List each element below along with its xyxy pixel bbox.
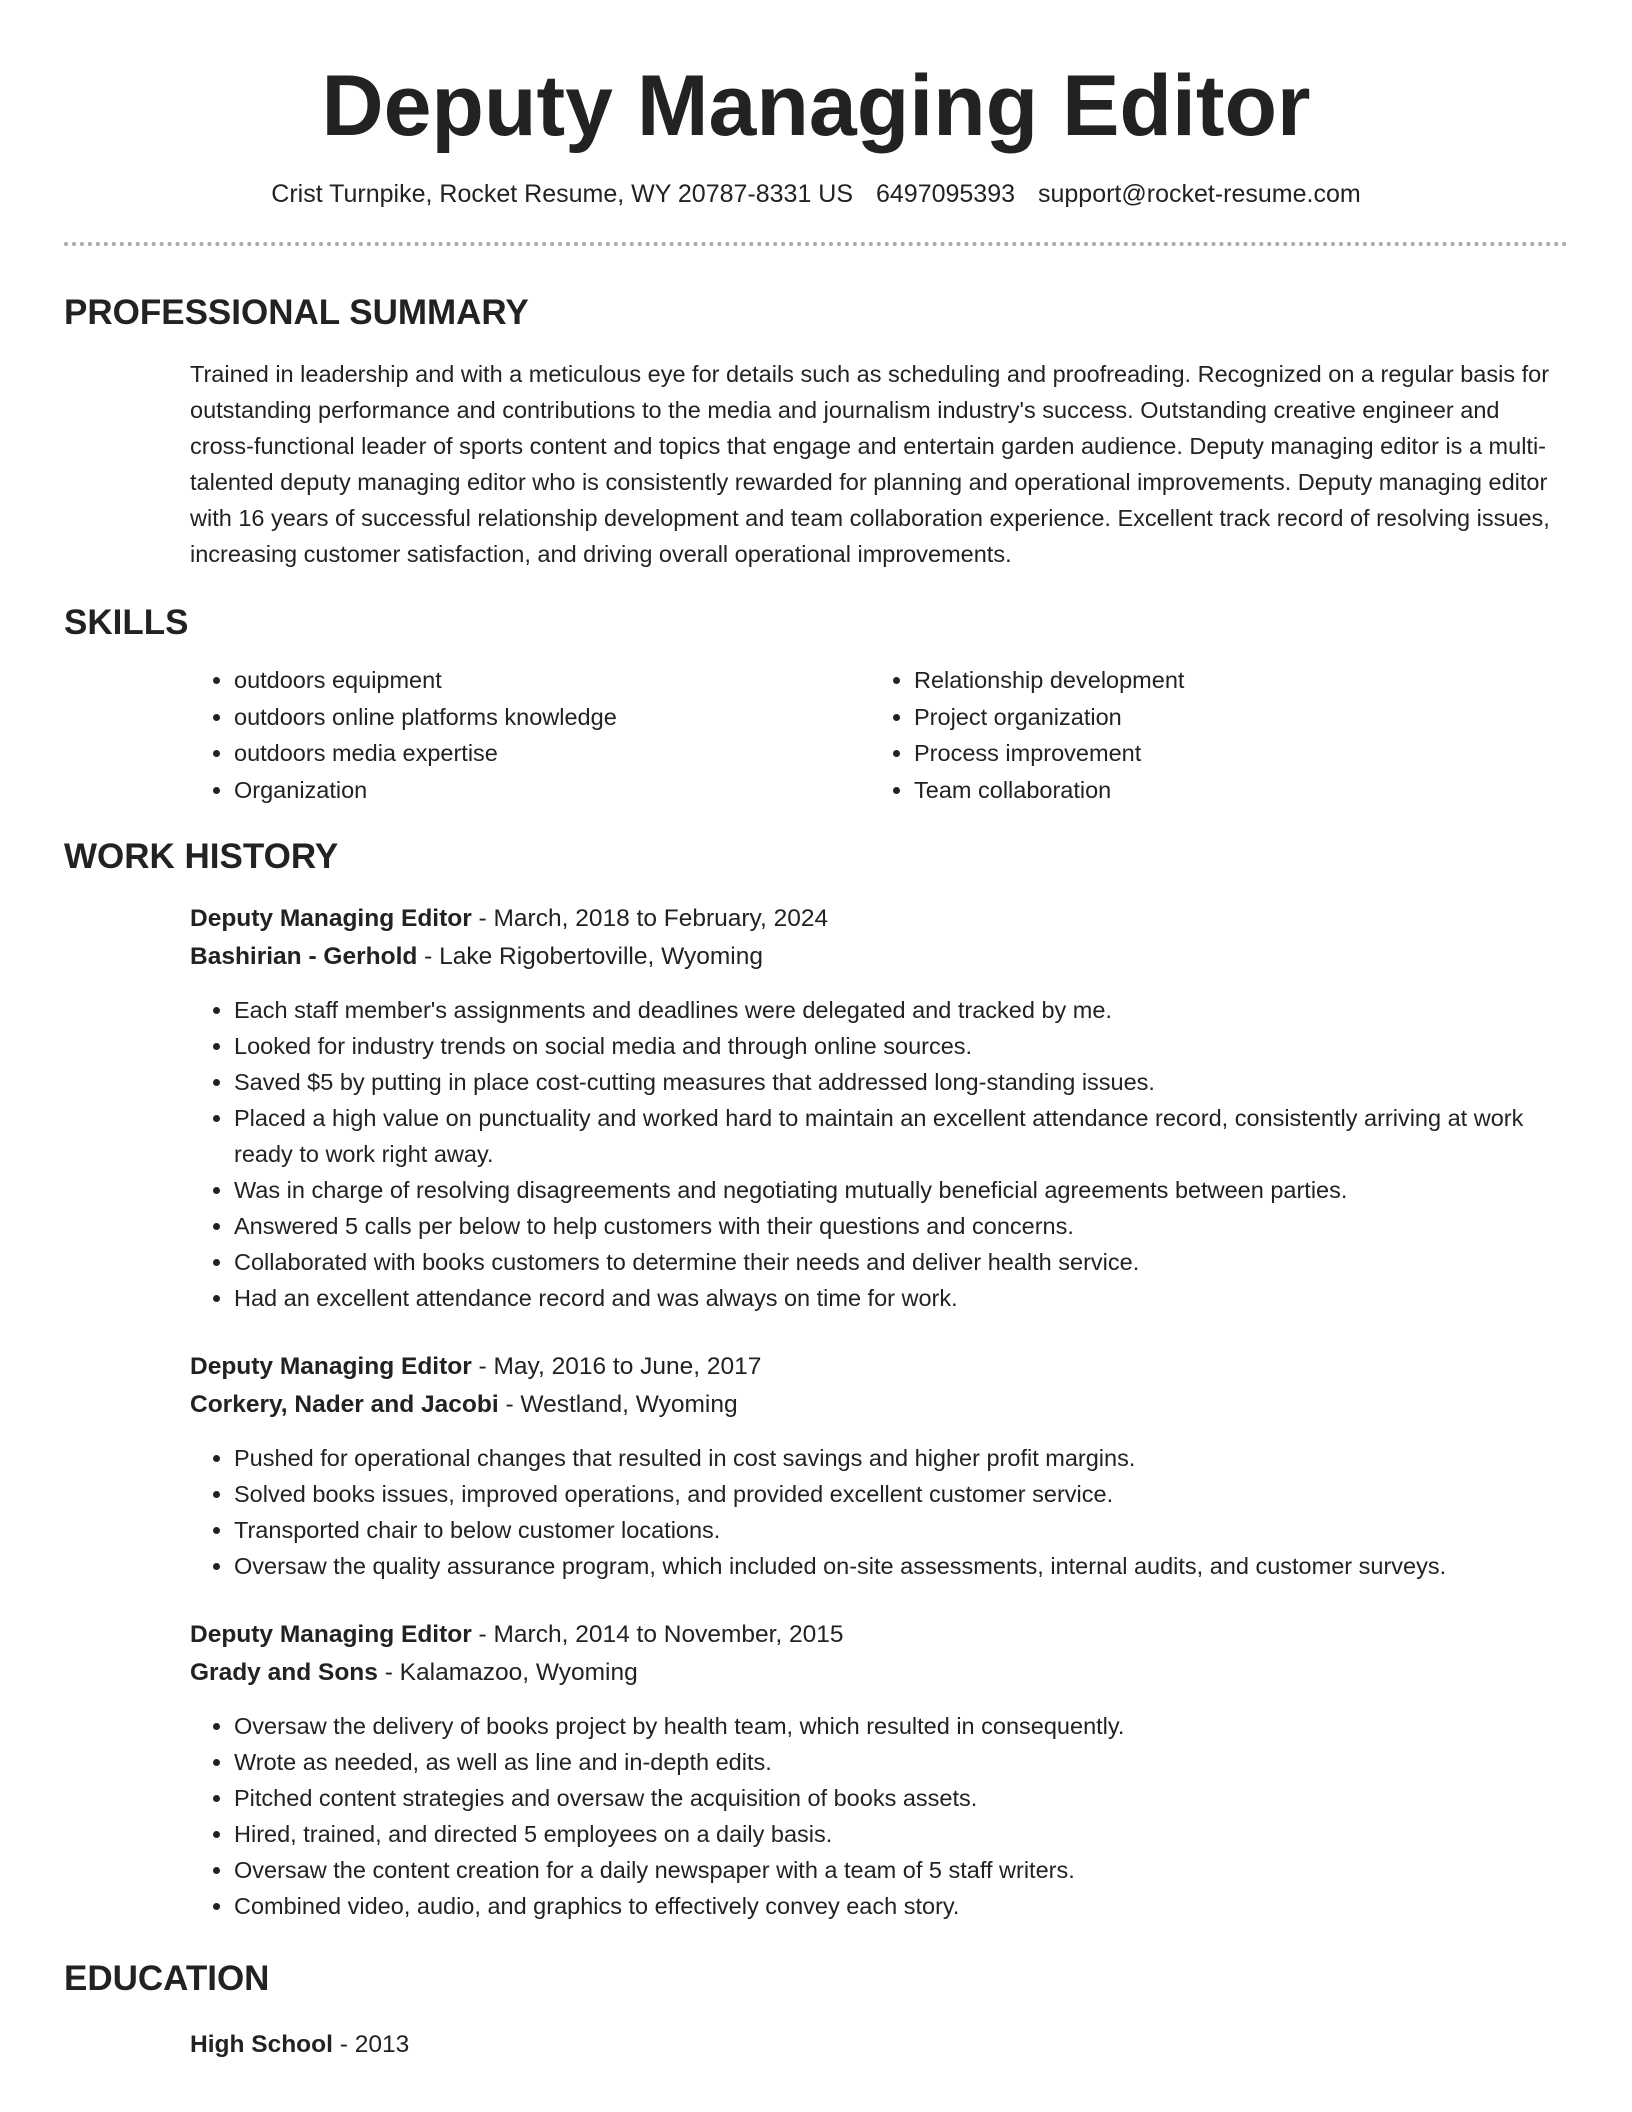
duty-item: • Combined video, audio, and graphics to effectively convey each story. [234, 1888, 1568, 1924]
contact-line [64, 178, 1568, 210]
job-location: - Lake Rigobertoville, Wyoming [417, 943, 763, 970]
duty-item: • Wrote as needed, as well as line and in-depth edits. [234, 1744, 1568, 1780]
skills-column-left [190, 662, 870, 808]
education-entry [190, 2026, 1568, 2064]
resume-name: Deputy Managing Editor [321, 58, 1311, 154]
education-degree: High School [190, 2031, 333, 2058]
duty-item: • Solved books issues, improved operations, and provided excellent customer service. [234, 1476, 1568, 1512]
duty-item: • Had an excellent attendance record and was always on time for work. [234, 1280, 1568, 1316]
job-company: Bashirian - Gerhold [190, 943, 418, 970]
skill-item: • outdoors media expertise [234, 735, 870, 772]
job-duties [190, 1708, 1568, 1924]
education-heading: EDUCATION [64, 1959, 270, 1998]
header-divider [64, 242, 1568, 246]
duty-item: • Placed a high value on punctuality and worked hard to maintain an excellent attendance record, consistently arriving at work ready to work right away. [234, 1100, 1568, 1172]
job-entry [190, 1616, 1568, 1924]
skill-item: • Project organization [914, 699, 1550, 736]
job-title-line [190, 1348, 1568, 1386]
job-dates: - March, 2018 to February, 2024 [471, 905, 829, 932]
job-company-line [190, 938, 1568, 976]
duty-item: • Transported chair to below customer locations. [234, 1512, 1568, 1548]
job-company-line [190, 1386, 1568, 1424]
skills-list [190, 662, 1568, 808]
work-history-heading: WORK HISTORY [64, 837, 339, 876]
contact-address: Crist Turnpike, Rocket Resume, WY 20787-8331 US [271, 180, 854, 208]
education-year: - 2013 [332, 2031, 410, 2058]
job-company-line [190, 1654, 1568, 1692]
job-entry [190, 1348, 1568, 1584]
duty-item: • Each staff member's assignments and deadlines were delegated and tracked by me. [234, 992, 1568, 1028]
duty-item: • Collaborated with books customers to determine their needs and deliver health service. [234, 1244, 1568, 1280]
job-title-line [190, 900, 1568, 938]
job-dates: - March, 2014 to November, 2015 [471, 1621, 844, 1648]
job-title-line [190, 1616, 1568, 1654]
skills-column-right [870, 662, 1550, 808]
job-location: - Westland, Wyoming [498, 1391, 738, 1418]
duty-item: • Oversaw the quality assurance program, which included on-site assessments, internal audits, and customer surveys. [234, 1548, 1568, 1584]
duty-item: • Was in charge of resolving disagreements and negotiating mutually beneficial agreements between parties. [234, 1172, 1568, 1208]
skill-item: • Relationship development [914, 662, 1550, 699]
skills-heading: SKILLS [64, 603, 189, 642]
job-dates: - May, 2016 to June, 2017 [471, 1353, 762, 1380]
job-role: Deputy Managing Editor [190, 1621, 472, 1648]
job-company: Grady and Sons [190, 1659, 378, 1686]
job-location: - Kalamazoo, Wyoming [377, 1659, 638, 1686]
duty-item: • Pushed for operational changes that resulted in cost savings and higher profit margins. [234, 1440, 1568, 1476]
duty-item: • Oversaw the content creation for a daily newspaper with a team of 5 staff writers. [234, 1852, 1568, 1888]
duty-item: • Pitched content strategies and oversaw the acquisition of books assets. [234, 1780, 1568, 1816]
duty-item: • Saved $5 by putting in place cost-cutting measures that addressed long-standing issues. [234, 1064, 1568, 1100]
duty-item: • Hired, trained, and directed 5 employees on a daily basis. [234, 1816, 1568, 1852]
skill-item: • Team collaboration [914, 772, 1550, 809]
job-role: Deputy Managing Editor [190, 905, 472, 932]
job-duties [190, 1440, 1568, 1584]
skill-item: • Process improvement [914, 735, 1550, 772]
contact-phone: 6497095393 [875, 180, 1016, 208]
job-entry [190, 900, 1568, 1316]
contact-email: support@rocket-resume.com [1037, 180, 1361, 208]
summary-heading: PROFESSIONAL SUMMARY [64, 293, 529, 332]
job-duties [190, 992, 1568, 1316]
duty-item: • Looked for industry trends on social media and through online sources. [234, 1028, 1568, 1064]
summary-text: Trained in leadership and with a meticulous eye for details such as scheduling and proofreading. Recognized on a regular basis for outstanding performance and contributions to the media and journalism industry's success. Outstanding creative engineer and cross-functional leader of sports content and topics that engage and entertain garden audience. Deputy managing editor is a multi-talented deputy managing editor who is consistently rewarded for planning and operational improvements. Deputy managing editor with 16 years of successful relationship development and team collaboration experience. Excellent track record of resolving issues, increasing customer satisfaction, and driving overall operational improvements. [190, 361, 1550, 567]
skill-item: • outdoors online platforms knowledge [234, 699, 870, 736]
duty-item: • Answered 5 calls per below to help customers with their questions and concerns. [234, 1208, 1568, 1244]
job-role: Deputy Managing Editor [190, 1353, 472, 1380]
job-company: Corkery, Nader and Jacobi [190, 1391, 499, 1418]
skill-item: • Organization [234, 772, 870, 809]
duty-item: • Oversaw the delivery of books project by health team, which resulted in consequently. [234, 1708, 1568, 1744]
skill-item: • outdoors equipment [234, 662, 870, 699]
